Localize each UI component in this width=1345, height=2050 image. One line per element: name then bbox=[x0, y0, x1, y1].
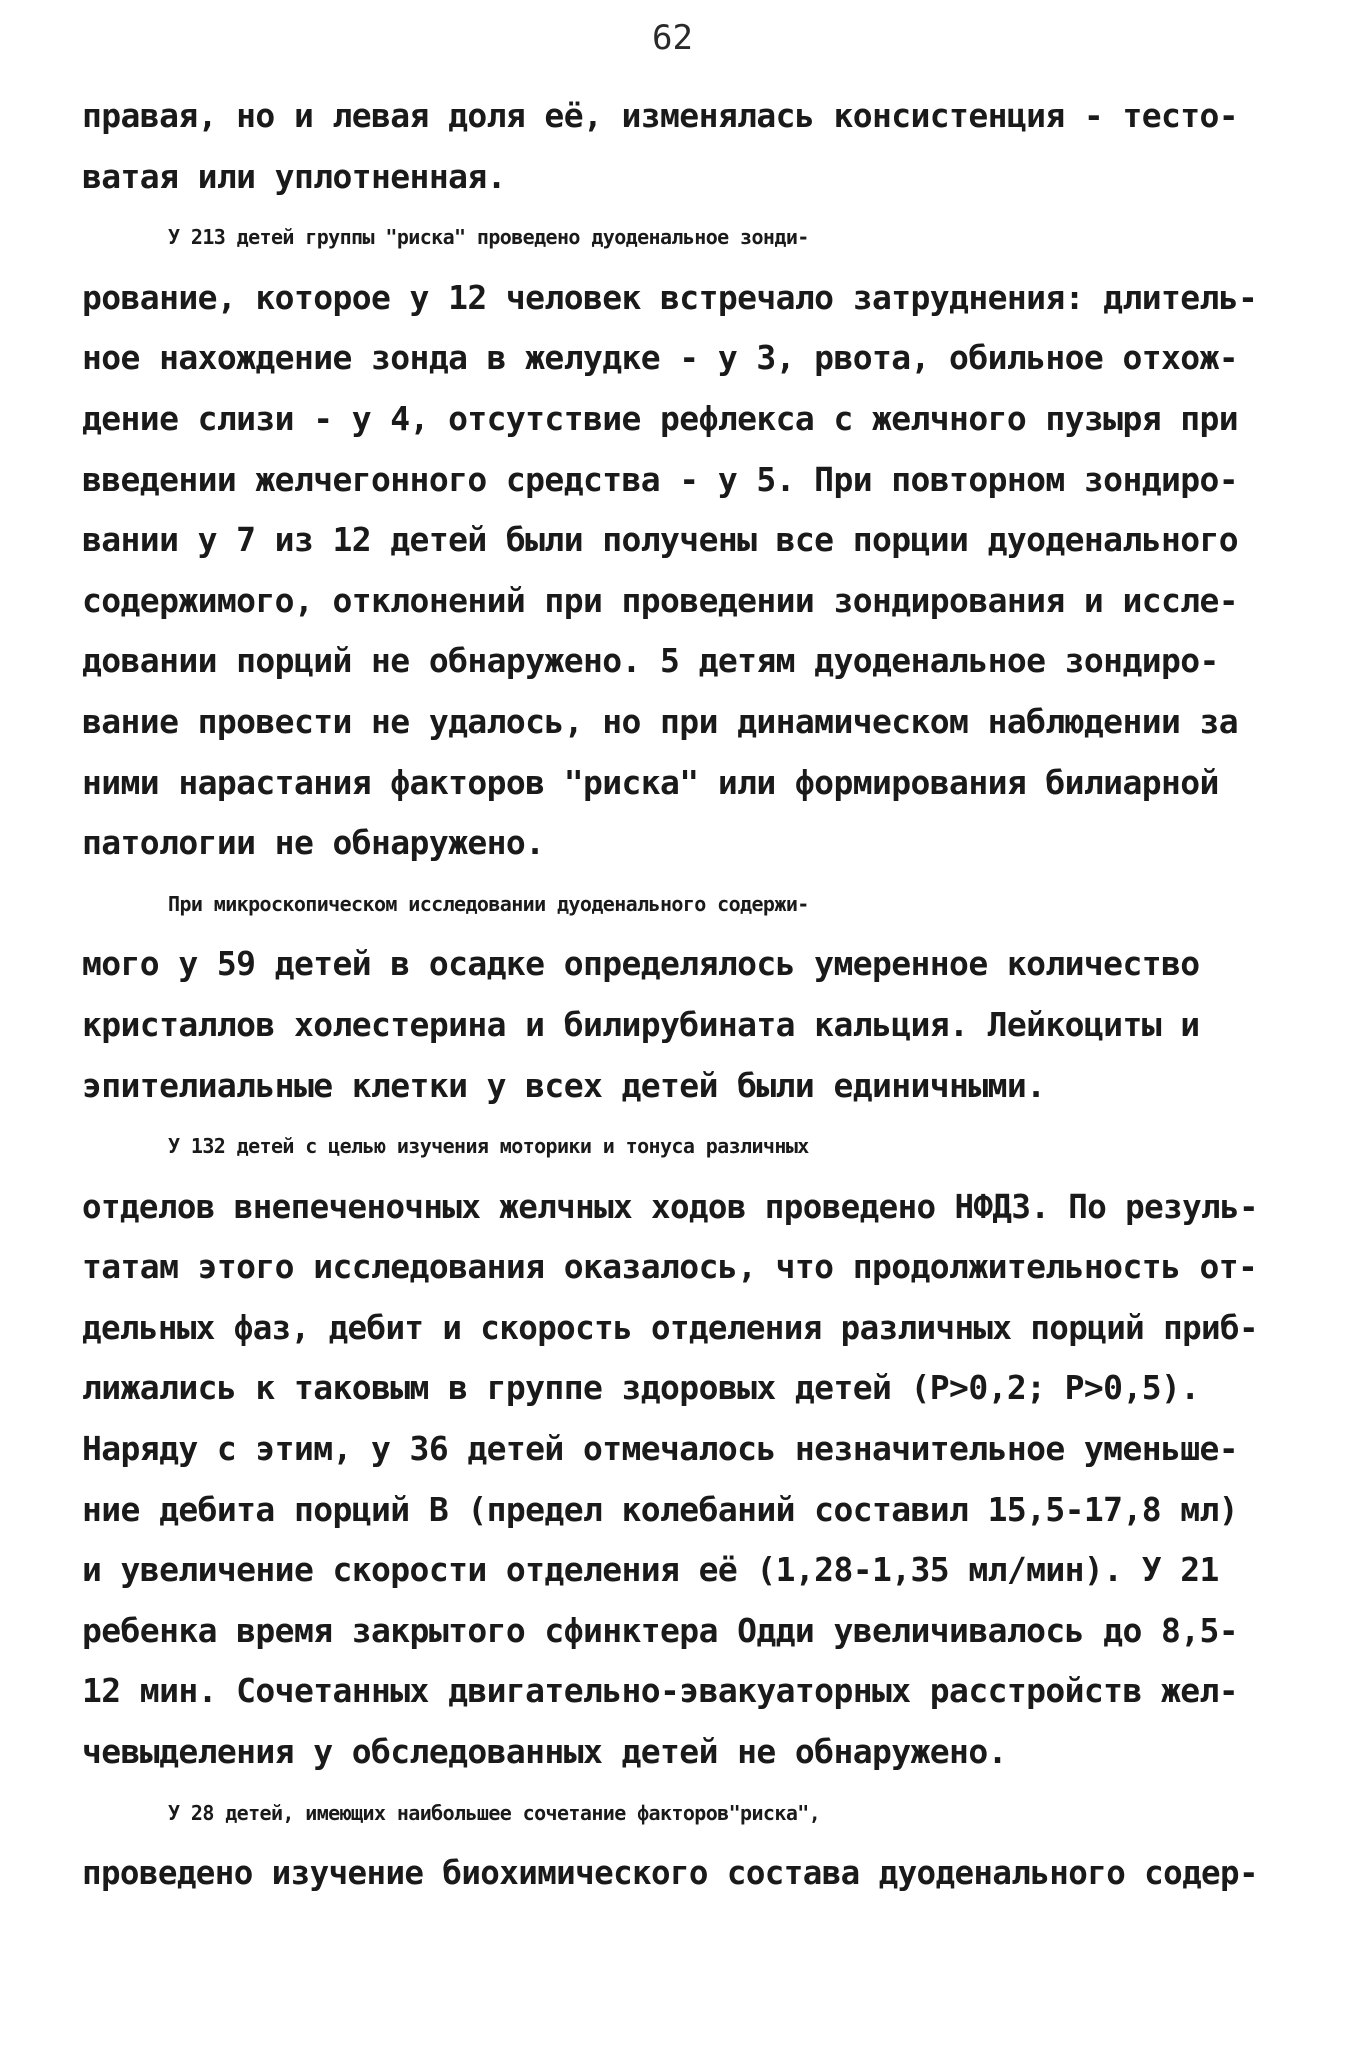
text-line: дение слизи - у 4, отсутствие рефлекса с желчного пузыря при bbox=[82, 398, 1239, 438]
text-line: ние дебита порций В (предел колебаний составил 15,5-17,8 мл) bbox=[82, 1489, 1239, 1529]
text-line: отделов внепеченочных желчных ходов проведено НФДЗ. По резуль- bbox=[82, 1187, 1258, 1226]
text-line: У 213 детей группы "риска" проведено дуоденальное зонди- bbox=[168, 225, 809, 250]
text-line: дельных фаз, дебит и скорость отделения различных порций приб- bbox=[82, 1308, 1258, 1347]
text-line: татам этого исследования оказалось, что продолжительность от- bbox=[82, 1247, 1258, 1287]
text-line: кристаллов холестерина и билирубината кальция. Лейкоциты и bbox=[82, 1004, 1200, 1044]
text-line: Наряду с этим, у 36 детей отмечалось незначительное уменьше- bbox=[82, 1429, 1239, 1469]
text-line: патологии не обнаружено. bbox=[82, 823, 545, 863]
text-line: ватая или уплотненная. bbox=[82, 156, 506, 196]
text-line: проведено изучение биохимического состава дуоденального содер- bbox=[82, 1854, 1258, 1893]
text-line: У 132 детей с целью изучения моторики и тонуса различных bbox=[168, 1134, 809, 1159]
text-line: 12 мин. Сочетанных двигательно-эвакуаторных расстройств жел- bbox=[82, 1671, 1239, 1711]
text-line: При микроскопическом исследовании дуоденального содержи- bbox=[168, 891, 809, 916]
text-line: эпителиальные клетки у всех детей были единичными. bbox=[82, 1065, 1046, 1105]
text-line: ребенка время закрытого сфинктера Одди увеличивалось до 8,5- bbox=[82, 1610, 1239, 1650]
text-line: вание провести не удалось, но при динамическом наблюдении за bbox=[82, 701, 1239, 741]
text-line: рование, которое у 12 человек встречало затруднения: длитель- bbox=[82, 277, 1258, 317]
text-line: введении желчегонного средства - у 5. При повторном зондиро- bbox=[82, 459, 1239, 499]
text-line: содержимого, отклонений при проведении зондирования и иссле- bbox=[82, 580, 1239, 620]
page-number: 62 bbox=[652, 18, 693, 58]
text-line: довании порций не обнаружено. 5 детям дуоденальное зондиро- bbox=[82, 641, 1219, 681]
text-line: ними нарастания факторов "риска" или формирования билиарной bbox=[82, 762, 1219, 802]
text-line: мого у 59 детей в осадке определялось умеренное количество bbox=[82, 944, 1200, 984]
text-line: чевыделения у обследованных детей не обнаружено. bbox=[82, 1732, 1007, 1772]
text-line: и увеличение скорости отделения её (1,28-1,35 мл/мин). У 21 bbox=[82, 1550, 1219, 1590]
text-line: правая, но и левая доля её, изменялась консистенция - тесто- bbox=[82, 96, 1239, 135]
text-line: У 28 детей, имеющих наибольшее сочетание факторов"риска", bbox=[168, 1800, 821, 1825]
text-line: вании у 7 из 12 детей были получены все порции дуоденального bbox=[82, 520, 1239, 560]
document-body bbox=[82, 86, 1272, 1904]
text-line: ное нахождение зонда в желудке - у 3, рвота, обильное отхож- bbox=[82, 338, 1239, 378]
text-line: лижались к таковым в группе здоровых детей (P>0,2; P>0,5). bbox=[82, 1368, 1200, 1408]
